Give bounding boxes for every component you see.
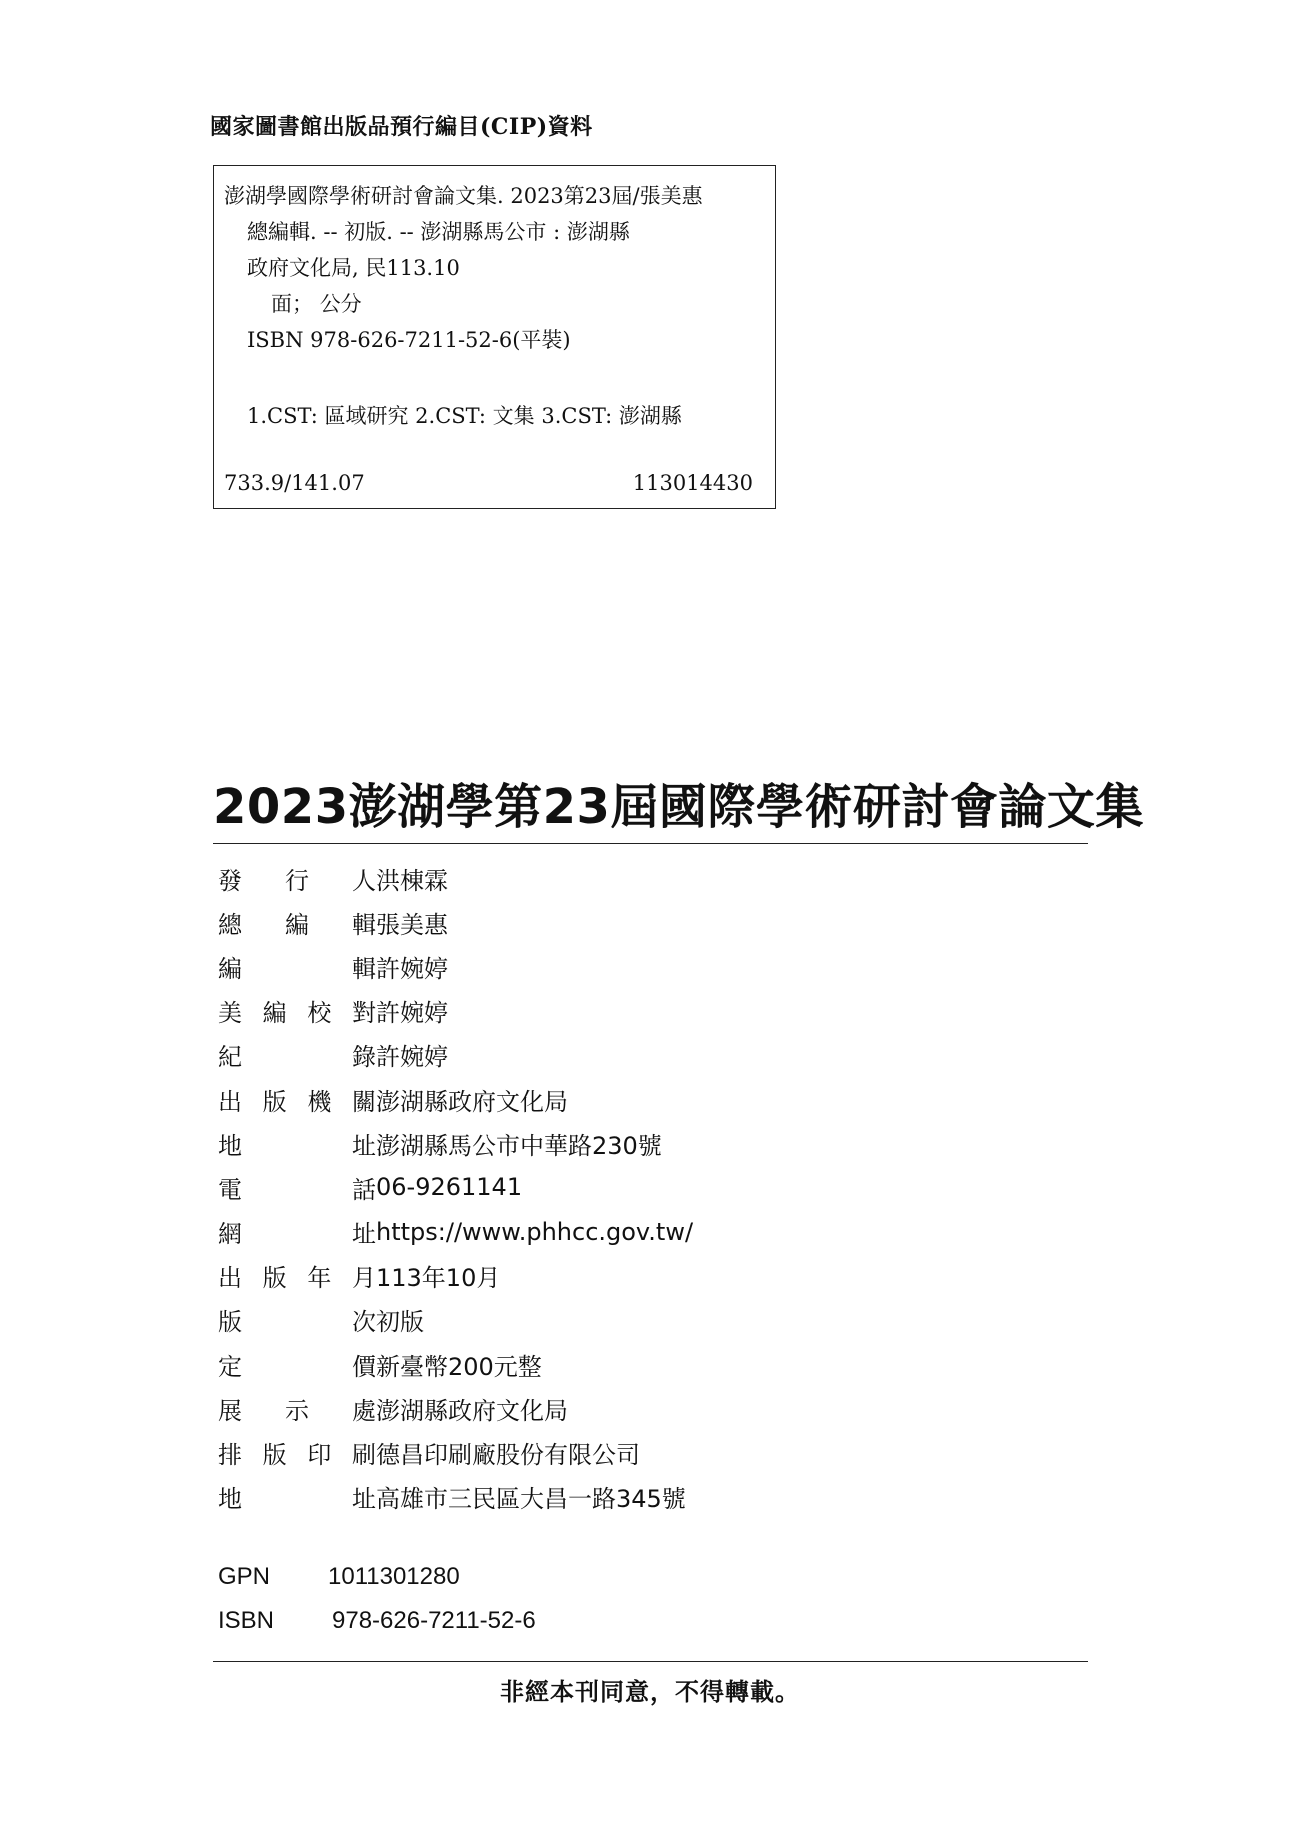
credit-label: 電 話 [218, 1175, 376, 1204]
credit-row [218, 944, 693, 988]
credit-row [218, 1475, 693, 1519]
isbn-row [218, 1599, 536, 1643]
credit-value: 澎湖縣馬公市中華路230號 [376, 1131, 662, 1160]
isbn-label: ISBN [218, 1607, 275, 1634]
isbn-value: 978-626-7211-52-6 [332, 1607, 536, 1634]
credit-label: 地 址 [218, 1485, 376, 1514]
gpn-row [218, 1555, 536, 1599]
credit-label: 美 編 校 對 [218, 999, 376, 1028]
footer-divider [213, 1661, 1088, 1662]
credit-label: 編 輯 [218, 954, 376, 983]
credit-value: 張美惠 [376, 910, 448, 939]
cip-heading: 國家圖書館出版品預行編目(CIP)資料 [210, 114, 593, 140]
credit-label: 網 址 [218, 1220, 376, 1249]
credit-label: 版 次 [218, 1308, 376, 1337]
credit-label: 發 行 人 [218, 866, 376, 895]
gpn-value: 1011301280 [328, 1563, 460, 1590]
publication-credits [218, 856, 693, 1519]
credit-value: 澎湖縣政府文化局 [376, 1087, 568, 1116]
identifiers [218, 1555, 536, 1643]
credit-row [218, 1254, 693, 1298]
credit-label: 地 址 [218, 1131, 376, 1160]
credit-label: 出 版 機 關 [218, 1087, 376, 1116]
credit-label: 出 版 年 月 [218, 1264, 376, 1293]
credit-value: 初版 [376, 1308, 424, 1337]
credit-value: 113年10月 [376, 1264, 501, 1293]
credit-value: 澎湖縣政府文化局 [376, 1396, 568, 1425]
credit-row [218, 989, 693, 1033]
credit-row [218, 1165, 693, 1209]
credit-value: 新臺幣200元整 [376, 1352, 542, 1381]
credit-label: 總 編 輯 [218, 910, 376, 939]
credit-value: 許婉婷 [376, 1043, 448, 1072]
credit-label: 排 版 印 刷 [218, 1441, 376, 1470]
title-divider [213, 843, 1088, 844]
credit-label: 展 示 處 [218, 1396, 376, 1425]
credit-row [218, 1033, 693, 1077]
credit-row [218, 1298, 693, 1342]
cip-classification: 733.9/141.07 [224, 471, 365, 495]
cip-line: 政府文化局, 民113.10 [247, 256, 460, 280]
cip-line: 澎湖學國際學術研討會論文集. 2023第23屆/張美惠 [224, 184, 703, 208]
credit-row [218, 1430, 693, 1474]
credit-label: 定 價 [218, 1352, 376, 1381]
credit-value: 德昌印刷廠股份有限公司 [376, 1441, 640, 1470]
credit-value: 06-9261141 [376, 1173, 523, 1202]
credit-value: 許婉婷 [376, 999, 448, 1028]
credit-row [218, 1077, 693, 1121]
cip-record-box [213, 165, 776, 509]
credit-value: 高雄市三民區大昌一路345號 [376, 1485, 686, 1514]
cip-line: 面； 公分 [271, 292, 362, 316]
credit-row [218, 1342, 693, 1386]
credit-value: https://www.phhcc.gov.tw/ [376, 1217, 694, 1246]
book-title: 2023澎湖學第23屆國際學術研討會論文集 [213, 779, 1144, 835]
cip-line: 總編輯. -- 初版. -- 澎湖縣馬公市 : 澎湖縣 [247, 220, 630, 244]
gpn-label: GPN [218, 1563, 271, 1590]
credit-label: 紀 錄 [218, 1043, 376, 1072]
credit-row [218, 1210, 693, 1254]
cip-record-number: 113014430 [632, 471, 753, 495]
credit-row [218, 1121, 693, 1165]
credit-row [218, 856, 693, 900]
credit-row [218, 900, 693, 944]
cip-subject-line: 1.CST: 區域研究 2.CST: 文集 3.CST: 澎湖縣 [247, 404, 682, 428]
credit-value: 許婉婷 [376, 954, 448, 983]
copyright-notice: 非經本刊同意，不得轉載。 [500, 1677, 800, 1706]
credit-value: 洪棟霖 [376, 866, 448, 895]
cip-line: ISBN 978-626-7211-52-6(平裝) [247, 328, 571, 352]
credit-row [218, 1386, 693, 1430]
